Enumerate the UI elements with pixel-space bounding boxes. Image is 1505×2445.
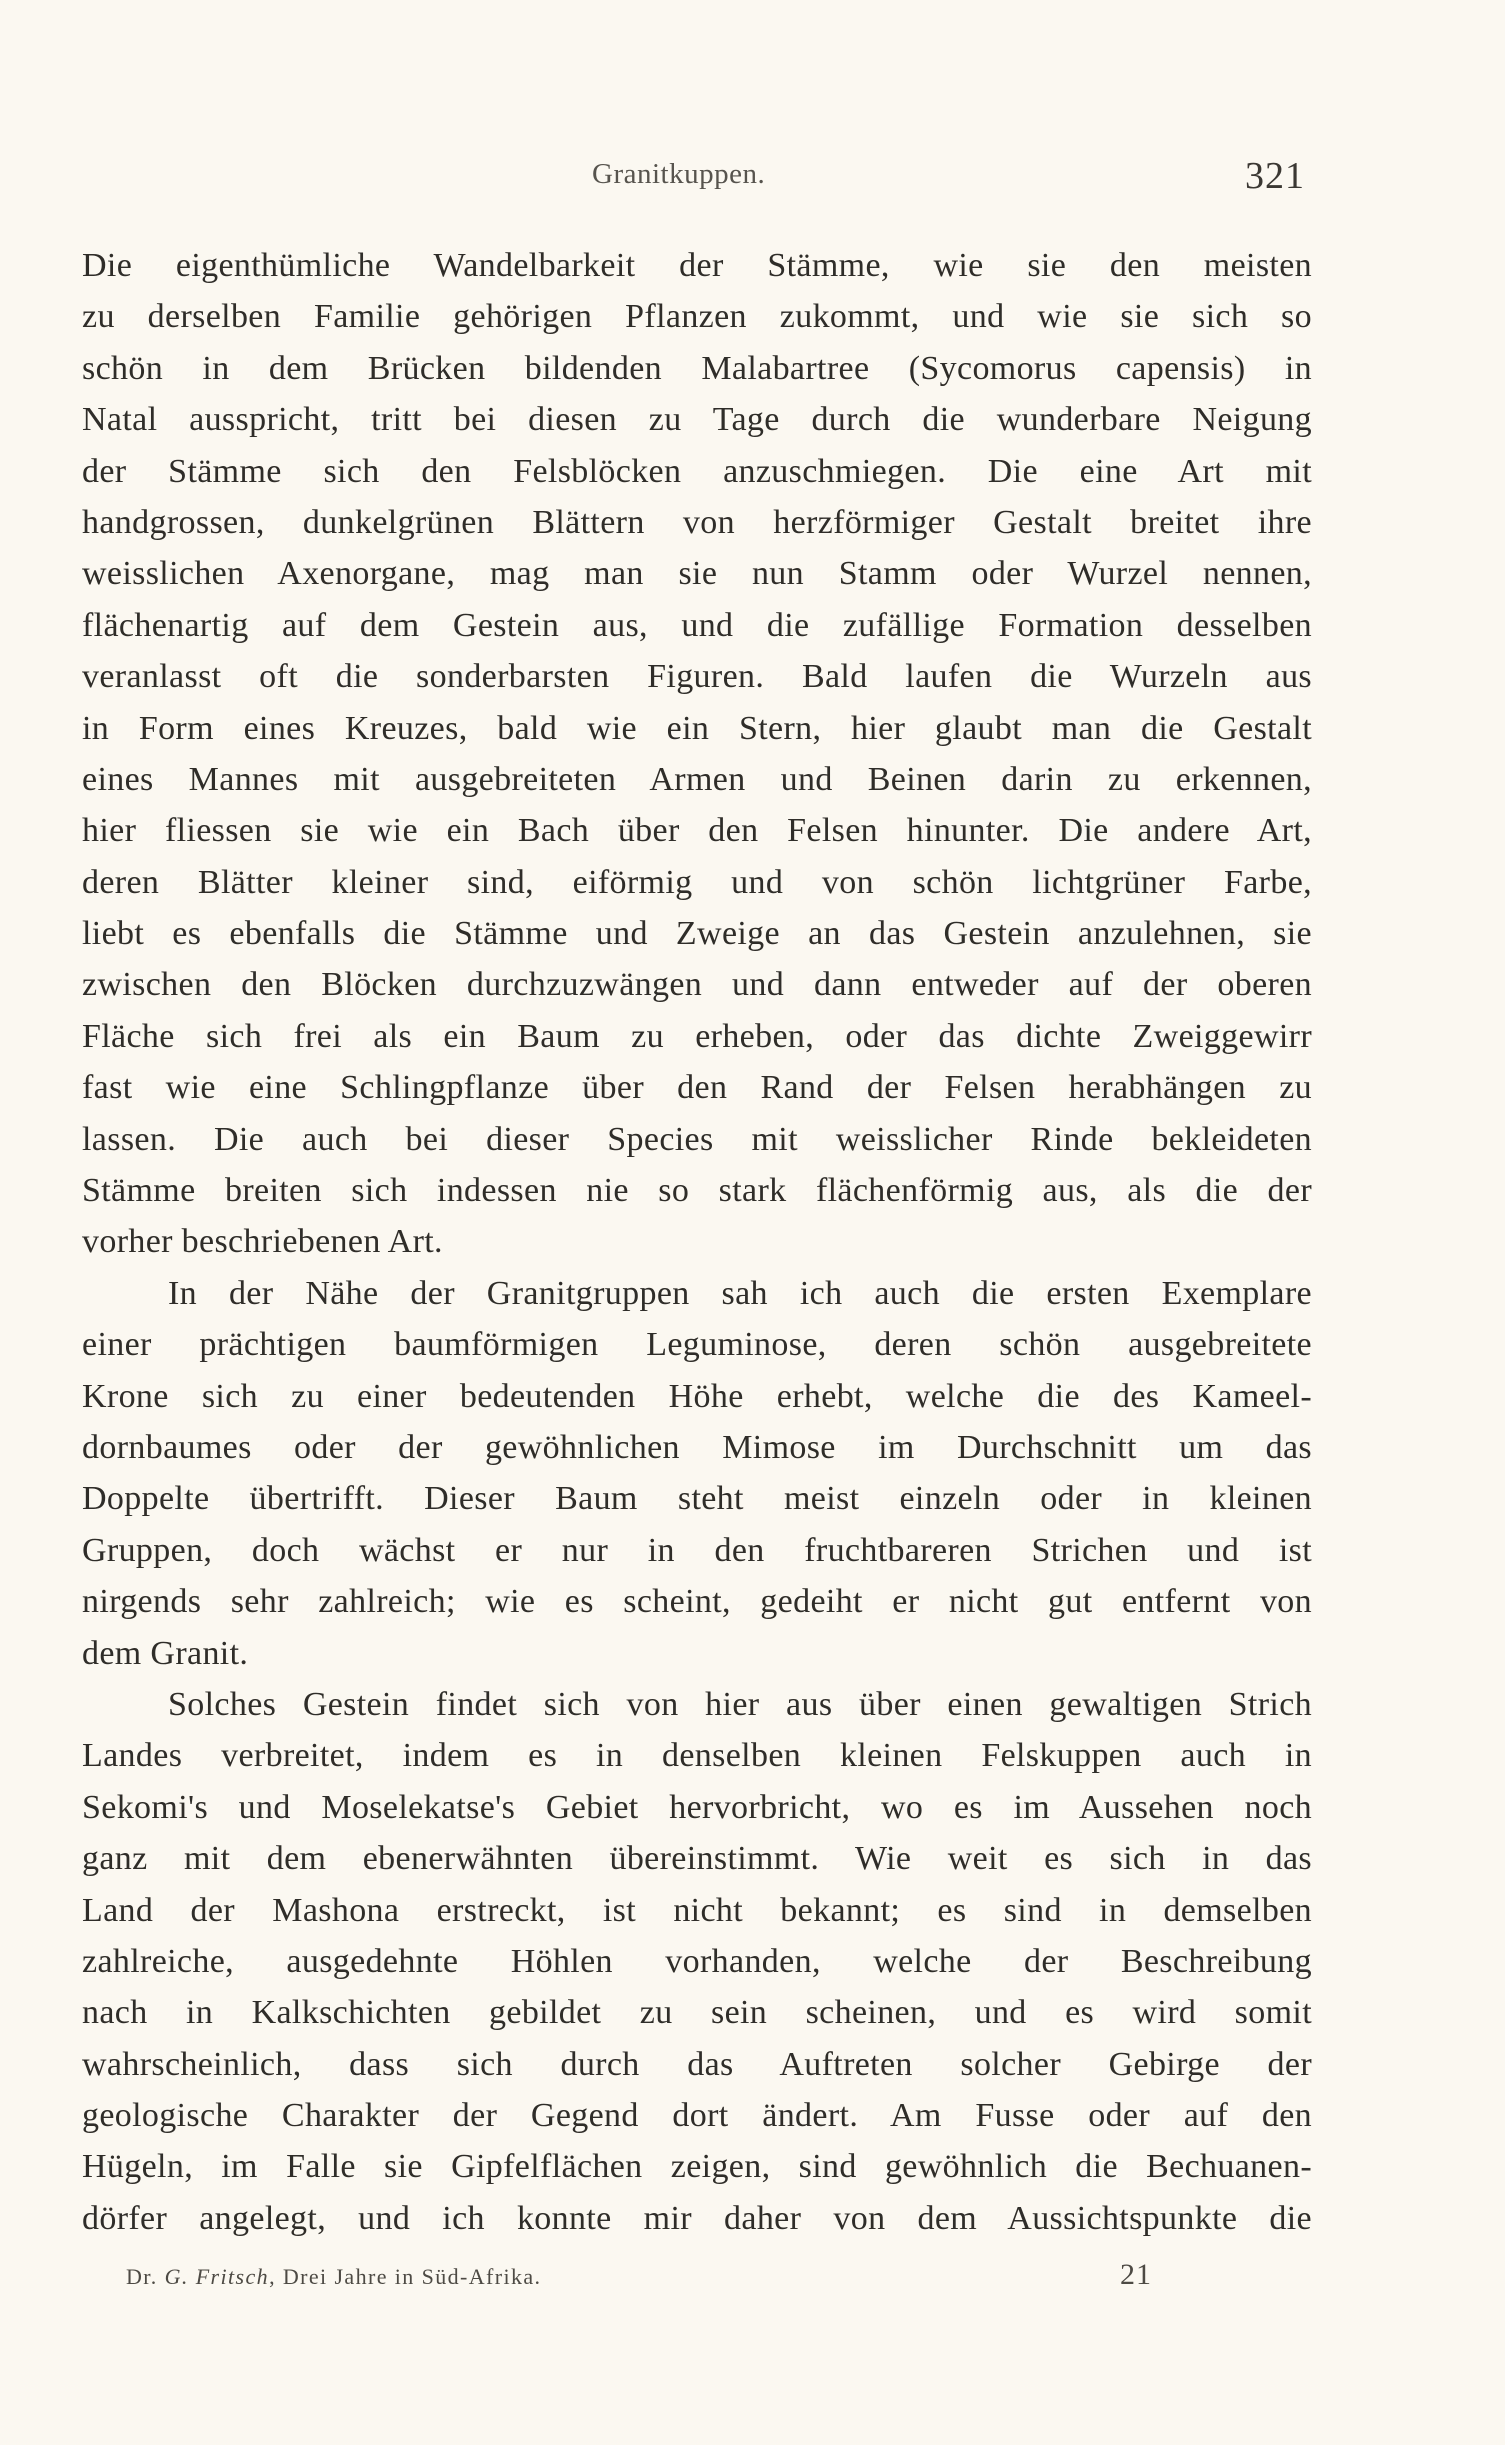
text-line: nach in Kalkschichten gebildet zu sein scheinen, und es wird somit xyxy=(82,1994,1312,2032)
text-line: Die eigenthümliche Wandelbarkeit der Stämme, wie sie den meisten xyxy=(82,247,1312,284)
text-line: fast wie eine Schlingpflanze über den Rand der Felsen herabhängen zu xyxy=(82,1069,1312,1107)
running-head xyxy=(0,155,1505,202)
page-number: 321 xyxy=(1245,155,1305,197)
text-line: schön in dem Brücken bildenden Malabartree (Sycomorus capensis) in xyxy=(82,349,1312,387)
text-line: Fläche sich frei als ein Baum zu erheben, oder das dichte Zweiggewirr xyxy=(82,1017,1312,1055)
text-line: weisslichen Axenorgane, mag man sie nun Stamm oder Wurzel nennen, xyxy=(82,555,1312,593)
citation-title: , Drei Jahre in Süd-Afrika. xyxy=(269,2264,542,2289)
text-line: hier fliessen sie wie ein Bach über den Felsen hinunter. Die andere Art, xyxy=(82,812,1312,850)
signature-mark: 21 xyxy=(1120,2258,1152,2291)
text-line: Krone sich zu einer bedeutenden Höhe erhebt, welche die des Kameel- xyxy=(82,1377,1312,1415)
page-footer xyxy=(0,2258,1505,2298)
text-line: einer prächtigen baumförmigen Leguminose, deren schön ausgebreitete xyxy=(82,1326,1312,1364)
text-line: lassen. Die auch bei dieser Species mit weisslicher Rinde bekleideten xyxy=(82,1120,1312,1158)
paragraph-end-line: vorher beschriebenen Art. xyxy=(82,1223,443,1261)
text-line: handgrossen, dunkelgrünen Blättern von herzförmiger Gestalt breitet ihre xyxy=(82,503,1312,541)
text-line: zahlreiche, ausgedehnte Höhlen vorhanden, welche der Beschreibung xyxy=(82,1942,1312,1980)
text-line: veranlasst oft die sonderbarsten Figuren. Bald laufen die Wurzeln aus xyxy=(82,658,1312,696)
text-line: in Form eines Kreuzes, bald wie ein Stern, hier glaubt man die Gestalt xyxy=(82,709,1312,747)
citation-prefix: Dr. xyxy=(126,2264,165,2289)
text-line: nirgends sehr zahlreich; wie es scheint, gedeiht er nicht gut entfernt von xyxy=(82,1583,1312,1621)
text-line: Landes verbreitet, indem es in denselben kleinen Felskuppen auch in xyxy=(82,1737,1312,1775)
paragraph-start-line: Solches Gestein findet sich von hier aus über einen gewaltigen Strich xyxy=(168,1685,1312,1723)
text-line: Gruppen, doch wächst er nur in den fruchtbareren Strichen und ist xyxy=(82,1531,1312,1569)
text-line: zu derselben Familie gehörigen Pflanzen zukommt, und wie sie sich so xyxy=(82,298,1312,336)
text-line: zwischen den Blöcken durchzuzwängen und dann entweder auf der oberen xyxy=(82,966,1312,1004)
text-line: Hügeln, im Falle sie Gipfelflächen zeigen, sind gewöhnlich die Bechuanen- xyxy=(82,2148,1312,2186)
text-line: flächenartig auf dem Gestein aus, und die zufällige Formation desselben xyxy=(82,606,1312,644)
paragraph-end-line: dem Granit. xyxy=(82,1634,249,1672)
text-line: ganz mit dem ebenerwähnten übereinstimmt. Wie weit es sich in das xyxy=(82,1840,1312,1878)
footer-citation xyxy=(126,2264,541,2290)
text-line: deren Blätter kleiner sind, eiförmig und von schön lichtgrüner Farbe, xyxy=(82,863,1312,901)
text-line: Stämme breiten sich indessen nie so stark flächenförmig aus, als die der xyxy=(82,1172,1312,1210)
citation-author: G. Fritsch xyxy=(164,2264,270,2289)
text-line: geologische Charakter der Gegend dort ändert. Am Fusse oder auf den xyxy=(82,2097,1312,2135)
text-line: der Stämme sich den Felsblöcken anzuschmiegen. Die eine Art mit xyxy=(82,452,1312,490)
text-line: liebt es ebenfalls die Stämme und Zweige an das Gestein anzulehnen, sie xyxy=(82,915,1312,953)
text-line: Doppelte übertrifft. Dieser Baum steht meist einzeln oder in kleinen xyxy=(82,1480,1312,1518)
paragraph-start-line: In der Nähe der Granitgruppen sah ich auch die ersten Exemplare xyxy=(168,1274,1312,1312)
running-title: Granitkuppen. xyxy=(592,158,766,190)
text-line: wahrscheinlich, dass sich durch das Auftreten solcher Gebirge der xyxy=(82,2045,1312,2083)
text-line: Sekomi's und Moselekatse's Gebiet hervorbricht, wo es im Aussehen noch xyxy=(82,1788,1312,1826)
text-line: eines Mannes mit ausgebreiteten Armen und Beinen darin zu erkennen, xyxy=(82,760,1312,798)
text-line: dörfer angelegt, und ich konnte mir daher von dem Aussichtspunkte die xyxy=(82,2199,1312,2237)
text-line: Land der Mashona erstreckt, ist nicht bekannt; es sind in demselben xyxy=(82,1891,1312,1929)
body-text xyxy=(82,240,1312,2244)
text-line: dornbaumes oder der gewöhnlichen Mimose im Durchschnitt um das xyxy=(82,1428,1312,1466)
text-line: Natal ausspricht, tritt bei diesen zu Tage durch die wunderbare Neigung xyxy=(82,401,1312,439)
